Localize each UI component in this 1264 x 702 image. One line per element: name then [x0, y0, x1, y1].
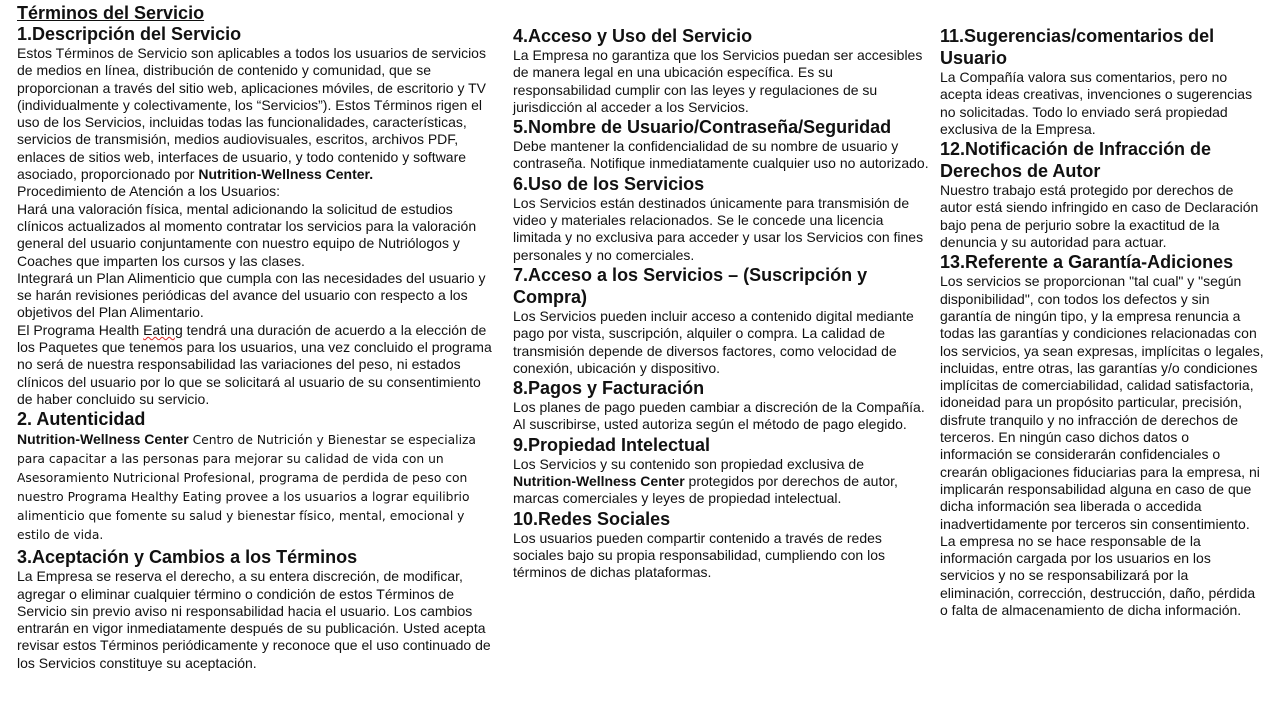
section-9-text-pre: Los Servicios y su contenido son propiedad exclusiva de: [513, 455, 864, 472]
section-2-title: 2. Autenticidad: [17, 409, 146, 430]
section-7-title: 7.Acceso a los Servicios – (Suscripción y Compra): [513, 264, 868, 307]
spellcheck-word: Eating: [143, 321, 183, 338]
section-1-p5-pre: El Programa Health: [17, 321, 144, 338]
section-7-body: Los Servicios pueden incluir acceso a contenido digital mediante pago por vista, suscripción, alquiler o compra. La calidad de transmisión depende de diversos factores, como velocidad de conexión, ubicación y dispositivo.: [513, 307, 914, 376]
section-12-body: Nuestro trabajo está protegido por derechos de autor está siendo infringido en caso de Declaración bajo pena de perjurio sobre la exactitud de la denuncia y su autoridad para actuar.: [940, 182, 1259, 251]
section-1-title: 1.Descripción del Servicio: [17, 24, 242, 44]
section-1-paragraph-3: Hará una valoración física, mental adicionando la solicitud de estudios clínicos actualizados al momento contratar los servicios para la valoración general del usuario conjuntamente con nuestro equipo de Nutriólogos y Coaches que imparten los cursos y las clases.: [17, 200, 477, 269]
section-5-body: Debe mantener la confidencialidad de su nombre de usuario y contraseña. Notifique inmediatamente cualquier uso no autorizado.: [513, 138, 929, 172]
section-10-body: Los usuarios pueden compartir contenido a través de redes sociales bajo su propia responsabilidad, cumpliendo con los términos de dichas plataformas.: [513, 529, 886, 581]
section-13-title: 13.Referente a Garantía-Adiciones: [940, 252, 1234, 273]
section-4-title: 4.Acceso y Uso del Servicio: [513, 26, 753, 46]
section-13-paragraph-1: Los servicios se proporcionan "tal cual" y "según disponibilidad", con todos los defectos y sin garantía de ningún tipo, y la empresa renuncia a todas las garantías y condiciones relacionadas con los servicios, ya sean expresas, implícitas o legales, incluidas, entre otras, las garantías y/o condiciones implícitas de comerciabilidad, calidad satisfactoria, idoneidad para un propósito particular, precisión, disfrute tranquilo y no infracción de derechos de terceros. En ningún caso dichos datos o información se considerarán confidenciales o crearán obligaciones fiduciarias para la empresa, ni implicarán responsabilidad alguna en caso de que dicha información sea liberada o accedida inadvertidamente por terceros sin consentimiento.: [940, 273, 1264, 532]
column-right: [940, 0, 1264, 619]
section-3-body: La Empresa se reserva el derecho, a su entera discreción, de modificar, agregar o eliminar cualquier término o condición de estos Términos de Servicio sin previo aviso ni responsabilidad hacia el usuario. Los cambios entrarán en vigor inmediatamente después de su publicación. Usted acepta revisar estos Términos periódicamente y reconoce que el uso continuado de los Servicios constituye su aceptación.: [17, 568, 491, 671]
brand-name: Nutrition-Wellness Center: [513, 473, 685, 490]
section-1-paragraph-2: Procedimiento de Atención a los Usuarios:: [17, 183, 281, 200]
section-13-paragraph-2: La empresa no se hace responsable de la información cargada por los usuarios en los servicios y no se responsabilizará por la eliminación, corrección, destrucción, daño, pérdida o falta de almacenamiento de dicha información.: [940, 532, 1256, 619]
brand-name: Nutrition-Wellness Center.: [198, 166, 374, 183]
section-6-title: 6.Uso de los Servicios: [513, 173, 705, 194]
section-10-title: 10.Redes Sociales: [513, 508, 671, 529]
section-12-title: 12.Notificación de Infracción de Derechos de Autor: [940, 139, 1212, 182]
section-1-paragraph-4: Integrará un Plan Alimenticio que cumpla con las necesidades del usuario y se harán revisiones periódicas del avance del usuario con respecto a los objetivos del Plan Alimentario.: [17, 269, 486, 321]
section-1-text: Estos Términos de Servicio son aplicables a todos los usuarios de servicios de medios en línea, distribución de contenido y comunidad, que se proporcionan a través del sitio web, aplicaciones móviles, de escritorio y TV (individualmente y colectivamente, los “Servicios”). Estos Términos rigen el uso de los Servicios, incluidas todas las funcionalidades, características, servicios de transmisión, medios audiovisuales, escritos, archivos PDF, enlaces de sitios web, interfaces de usuario, y todo contenido y software asociado, proporcionado por: [17, 45, 486, 183]
section-8-title: 8.Pagos y Facturación: [513, 378, 705, 399]
section-1-paragraph-1: [17, 45, 499, 183]
section-3-title: 3.Aceptación y Cambios a los Términos: [17, 547, 358, 568]
column-left: [17, 0, 499, 672]
section-1-p5-post: tendrá una duración de acuerdo a la elección de los Paquetes que tenemos para los usuarios, una vez concluido el programa no será de nuestra responsabilidad las variaciones del peso, ni estados clínicos del usuario por lo que se solicitará al usuario de su consentimiento de haber concluido su servicio.: [17, 321, 492, 407]
column-middle: [513, 0, 930, 582]
section-4-body: La Empresa no garantiza que los Servicios puedan ser accesibles de manera legal en una ubicación específica. Es su responsabilidad cumplir con las leyes y regulaciones de su jurisdicción al acceder a los Servicios.: [513, 47, 923, 115]
section-2-body: [17, 430, 499, 545]
section-1-paragraph-5: [17, 322, 499, 408]
section-5-title: 5.Nombre de Usuario/Contraseña/Seguridad: [513, 117, 892, 138]
document-title: Términos del Servicio: [17, 3, 205, 23]
section-11-body: La Compañía valora sus comentarios, pero no acepta ideas creativas, invenciones o sugerencias no solicitadas. Todo lo enviado será propiedad exclusiva de la Empresa.: [940, 69, 1253, 137]
section-9-body: [513, 456, 930, 508]
section-9-title: 9.Propiedad Intelectual: [513, 434, 711, 455]
section-11-title: 11.Sugerencias/comentarios del Usuario: [940, 26, 1215, 68]
section-9-text-post: protegidos por derechos de autor, marcas comerciales y leyes de propiedad intelectual.: [513, 473, 898, 507]
section-8-body: Los planes de pago pueden cambiar a discreción de la Compañía. Al suscribirse, usted autoriza según el método de pago elegido.: [513, 399, 925, 433]
brand-name: Nutrition-Wellness Center: [17, 431, 189, 448]
section-2-text: Centro de Nutrición y Bienestar se especializa para capacitar a las personas para mejorar su calidad de vida con un Asesoramiento Nutricional Profesional, programa de perdida de peso con nuestro Programa Healthy Eating provee a los usuarios a lograr equilibrio alimenticio que fomente su salud y bienestar físico, mental, emocional y estilo de vida.: [17, 433, 476, 543]
section-6-body: Los Servicios están destinados únicamente para transmisión de video y materiales relacionados. Se le concede una licencia limitada y no exclusiva para acceder y usar los Servicios con fines personales y no comerciales.: [513, 194, 924, 263]
